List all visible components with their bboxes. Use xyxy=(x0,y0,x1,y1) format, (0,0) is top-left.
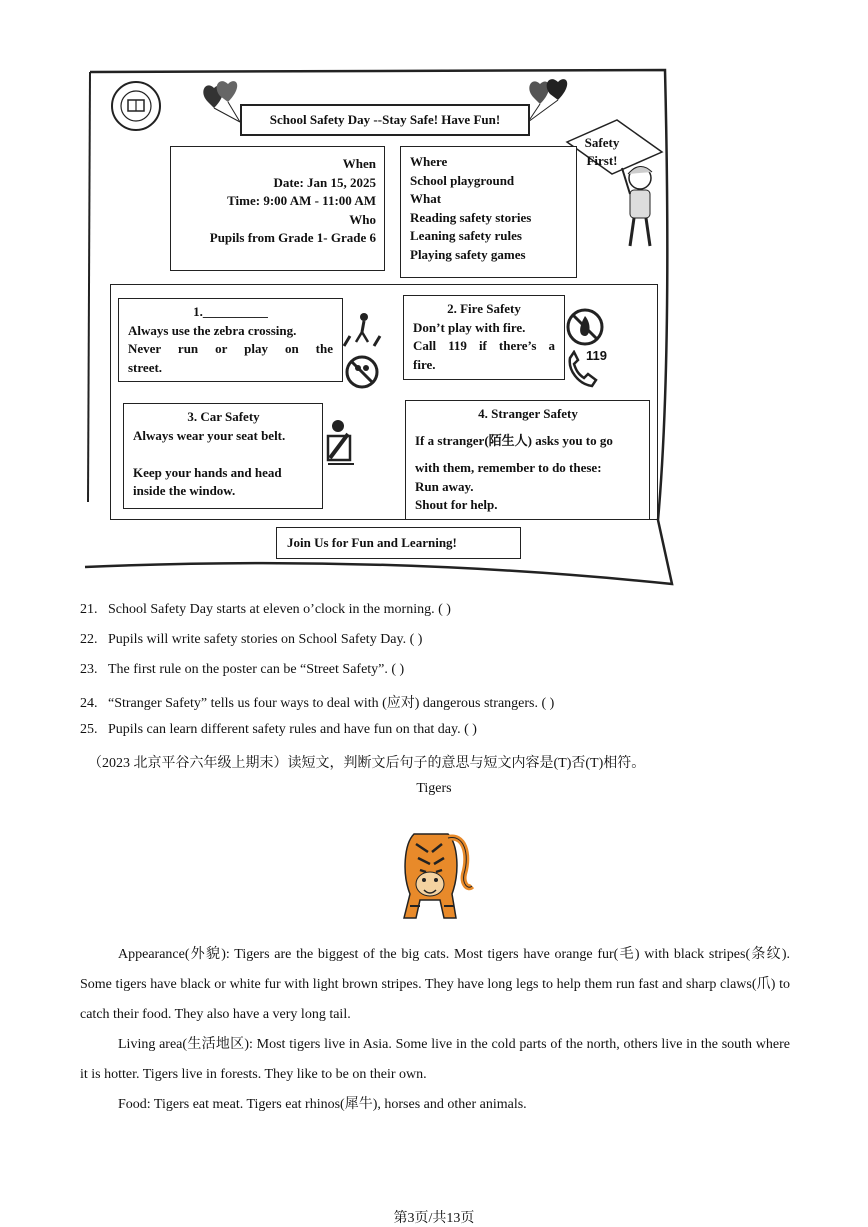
rule-title: 3. Car Safety xyxy=(187,409,260,424)
paragraph-living-area: Living area(生活地区): Most tigers live in Asia. Some live in the cold parts of the north, others live in the south where it is hotter. Tigers live in forests. They like to be on their own. xyxy=(80,1037,790,1082)
question-number: 23. xyxy=(80,662,98,677)
where-line: What xyxy=(410,191,442,206)
join-box: Join Us for Fun and Learning! xyxy=(276,527,521,559)
rule-line: fire. xyxy=(413,356,436,372)
rule-line: with them, remember to do these: xyxy=(415,460,602,475)
when-line: Who xyxy=(349,211,376,227)
question-21 xyxy=(80,602,451,618)
rule-line: Call 119 if there’s a xyxy=(413,338,555,353)
question-number: 22. xyxy=(80,632,98,647)
where-line: School playground xyxy=(410,172,515,188)
rule-line: Always wear your seat belt. xyxy=(133,427,286,443)
when-line: Time: 9:00 AM - 11:00 AM xyxy=(227,193,376,208)
passage-title: Tigers xyxy=(416,781,452,796)
rule-4-box xyxy=(405,400,650,520)
rule-title: 4. Stranger Safety xyxy=(478,406,578,421)
question-number: 24. xyxy=(80,696,98,711)
rule-title: 1.__________ xyxy=(193,304,268,319)
rule-line: Keep your hands and head xyxy=(133,464,282,480)
rule-line: Always use the zebra crossing. xyxy=(128,322,297,338)
question-25 xyxy=(80,722,477,738)
fire-number: 119 xyxy=(586,348,607,363)
rule-title: 2. Fire Safety xyxy=(447,301,521,316)
when-line: Date: Jan 15, 2025 xyxy=(273,174,376,190)
question-text: Pupils will write safety stories on School Safety Day. ( ) xyxy=(108,632,423,647)
question-text: “Stranger Safety” tells us four ways to deal with (应对) dangerous strangers. ( ) xyxy=(108,696,555,711)
no-play-street-icon xyxy=(342,354,382,390)
sign-line: First! xyxy=(586,153,618,168)
rule-line: If a stranger(陌生人) asks you to go xyxy=(415,432,613,448)
rule-2-box xyxy=(403,295,565,380)
question-text: School Safety Day starts at eleven o’clock in the morning. ( ) xyxy=(108,602,451,617)
page-footer: 第3页/共13页 xyxy=(393,1211,475,1226)
seatbelt-icon xyxy=(324,418,358,466)
kid-holding-sign-icon xyxy=(616,160,660,252)
question-22 xyxy=(80,632,422,648)
where-line: Reading safety stories xyxy=(410,209,532,225)
sign-line: Safety xyxy=(584,135,620,150)
rule-line xyxy=(133,445,314,464)
rule-line: Run away. xyxy=(415,478,474,494)
where-box xyxy=(400,146,577,278)
paragraph-food: Food: Tigers eat meat. Tigers eat rhinos(犀牛), horses and other animals. xyxy=(118,1097,527,1112)
rule-3-box xyxy=(123,403,323,509)
question-24 xyxy=(80,692,554,712)
question-23 xyxy=(80,662,404,678)
question-text: The first rule on the poster can be “Street Safety”. ( ) xyxy=(108,662,405,677)
where-line: Leaning safety rules xyxy=(410,228,522,243)
no-fire-icon xyxy=(564,306,606,348)
question-number: 25. xyxy=(80,722,98,737)
school-logo-icon xyxy=(110,80,162,132)
question-number: 21. xyxy=(80,602,98,617)
rule-line: street. xyxy=(128,359,163,375)
safety-poster xyxy=(80,62,680,592)
question-text: Pupils can learn different safety rules and have fun on that day. ( ) xyxy=(108,722,477,737)
rule-line: Shout for help. xyxy=(415,497,498,512)
where-line: Playing safety games xyxy=(410,246,526,262)
rule-line: Never run or play on the xyxy=(128,341,333,356)
where-line: Where xyxy=(410,154,448,169)
tiger-icon xyxy=(384,814,480,926)
source-note: （2023 北京平谷六年级上期末）读短文，判断文后句子的意思与短文内容是(T)否(T)相符。 xyxy=(88,756,646,771)
rule-1-box xyxy=(118,298,343,382)
paragraph-appearance: Appearance(外貌): Tigers are the biggest of the big cats. Most tigers have orange fur(毛) with black stripes(条纹). Some tigers have black or white fur with light brown stripes. They have long legs to help them run fast and sharp claws(爪) to catch their food. They also have a very long tail. xyxy=(80,947,790,1022)
passage-body xyxy=(80,940,790,1120)
rule-line: Don’t play with fire. xyxy=(413,319,526,335)
zebra-crossing-icon xyxy=(342,312,384,348)
when-line: Pupils from Grade 1- Grade 6 xyxy=(209,230,376,245)
when-line: When xyxy=(342,156,376,171)
when-box xyxy=(170,146,385,271)
poster-title: School Safety Day --Stay Safe! Have Fun! xyxy=(240,104,530,136)
rule-line: inside the window. xyxy=(133,483,236,498)
